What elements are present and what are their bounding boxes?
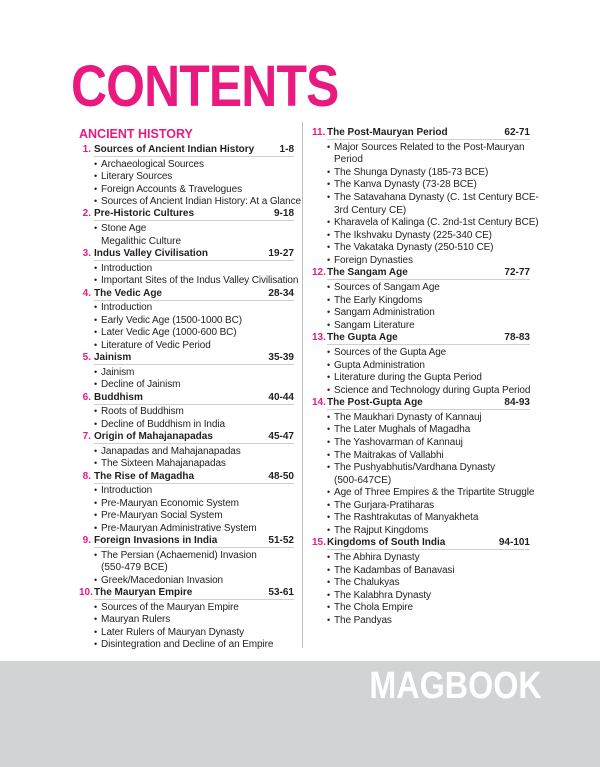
topic-text: The Gurjara-Pratiharas [334,499,435,511]
bullet-icon: • [94,639,98,650]
topic-text: Important Sites of the Indus Valley Civilisation [101,275,299,287]
chapter-pages: 1-8 [279,144,294,155]
bullet-icon: • [94,497,98,508]
chapter-pages: 40-44 [268,391,294,403]
chapter-number: 15. [312,537,326,549]
bullet-icon: • [94,302,98,313]
topic-text: Greek/Macedonian Invasion [101,574,224,586]
topic-text: Archaeological Sources [101,158,204,170]
bullet-icon: • [94,522,98,533]
chapter-pages: 84-93 [504,397,530,409]
bullet-icon: • [327,499,331,510]
topic-text: (550-479 BCE) [101,562,168,574]
chapter-title: Sources of Ancient Indian History [94,144,255,155]
chapter-title: The Rise of Magadha [94,470,195,482]
topic-text: Sources of Sangam Age [334,282,440,293]
bullet-icon: • [94,574,98,585]
topic-text: 3rd Century CE) [334,204,407,216]
chapter-pages: 35-39 [268,352,294,363]
bullet-icon: • [94,510,98,521]
topic-text: Age of Three Empires & the Tripartite Struggle [334,487,535,499]
bullet-icon: • [94,223,98,234]
topic-text: Introduction [101,262,153,274]
chapter-number: 8. [82,470,91,482]
column-divider [302,122,303,648]
bullet-icon: • [94,549,98,560]
bullet-icon: • [94,327,98,338]
topic-text: Stone Age [101,223,147,235]
topic-text: Mauryan Rulers [101,614,171,626]
topic-text: The Pandyas [334,614,392,626]
chapter-title: The Vedic Age [94,287,162,299]
chapter-pages: 45-47 [268,431,294,443]
topic-text: Roots of Buddhism [101,406,184,418]
bullet-icon: • [327,384,331,395]
bullet-icon: • [94,183,98,194]
chapter-title: The Sangam Age [327,267,408,279]
bullet-icon: • [94,171,98,182]
topic-text: Period [334,154,363,166]
bullet-icon: • [327,564,331,575]
chapter-title: Origin of Mahajanapadas [94,431,213,443]
topic-text: The Abhira Dynasty [334,552,420,564]
topic-text: The Maukhari Dynasty of Kannauj [334,411,482,423]
brand-logo: MAGBOOK [369,665,542,707]
bullet-icon: • [327,229,331,240]
chapter-title: The Post-Mauryan Period [327,127,448,138]
bullet-icon: • [327,614,331,625]
topic-text: The Ikshvaku Dynasty (225-340 CE) [334,229,492,241]
chapter-number: 9. [82,535,91,547]
topic-text: Foreign Dynasties [334,254,413,266]
topic-text: Gupta Administration [334,359,425,371]
topic-text: Janapadas and Mahajanapadas [101,445,241,457]
chapter-number: 10. [79,587,93,599]
chapter-pages: 72-77 [504,267,530,279]
bullet-icon: • [327,589,331,600]
chapter-title: Indus Valley Civilisation [94,248,208,259]
chapter-number: 7. [82,431,91,443]
chapter-title: Kingdoms of South India [327,537,446,549]
topic-text: Early Vedic Age (1500-1000 BC) [101,314,242,326]
chapter-number: 3. [82,248,91,259]
chapter-number: 14. [312,397,326,409]
topic-text: Introduction [101,302,153,314]
chapter-number: 4. [82,287,91,299]
topic-text: The Kalabhra Dynasty [334,589,431,601]
bullet-icon: • [94,314,98,325]
chapter-title: The Gupta Age [327,332,398,344]
topic-text: Decline of Buddhism in India [101,418,225,430]
bullet-icon: • [94,445,98,456]
chapter-number: 11. [312,127,326,138]
topic-text: The Persian (Achaemenid) Invasion [101,549,257,561]
bullet-icon: • [94,614,98,625]
topic-text: The Later Mughals of Magadha [334,424,471,436]
bullet-icon: • [94,158,98,169]
bullet-icon: • [327,179,331,190]
topic-text: Jainism [101,366,135,378]
chapter-pages: 53-61 [268,587,294,599]
topic-text: The Chalukyas [334,577,400,589]
bullet-icon: • [327,487,331,498]
topic-text: Sangam Administration [334,307,435,319]
topic-text: Later Vedic Age (1000-600 BC) [101,327,237,339]
bullet-icon: • [94,601,98,612]
topic-text: Sangam Literature [334,319,415,331]
topic-text: Megalithic Culture [101,235,182,247]
topic-text: The Yashovarman of Kannauj [334,437,463,448]
chapter-pages: 78-83 [504,332,530,344]
bullet-icon: • [327,141,331,152]
topic-text: The Kanva Dynasty (73-28 BCE) [334,179,477,191]
bullet-icon: • [327,242,331,253]
topic-text: Literary Sources [101,171,173,183]
bullet-icon: • [327,282,331,292]
chapter-title: The Mauryan Empire [94,587,193,599]
chapter-number: 12. [312,267,326,279]
chapter-pages: 94-101 [498,537,530,549]
topic-text: Kharavela of Kalinga (C. 2nd-1st Century BCE) [334,217,539,229]
bullet-icon: • [327,217,331,228]
topic-text: The Rajput Kingdoms [334,524,429,536]
bullet-icon: • [327,191,331,202]
bullet-icon: • [327,552,331,563]
topic-text: Foreign Accounts & Travelogues [101,183,242,195]
topic-text: Pre-Mauryan Economic System [101,497,239,509]
topic-text: The Chola Empire [334,602,413,614]
bullet-icon: • [327,462,331,473]
bullet-icon: • [327,449,331,460]
bullet-icon: • [94,485,98,496]
topic-text: The Sixteen Mahajanapadas [101,458,226,470]
topic-text: The Vakataka Dynasty (250-510 CE) [334,242,494,254]
chapter-pages: 62-71 [504,127,530,138]
topic-text: The Shunga Dynasty (185-73 BCE) [334,166,489,178]
bullet-icon: • [327,254,331,265]
topic-text: The Satavahana Dynasty (C. 1st Century BCE- [334,191,539,203]
topic-text: Later Rulers of Mauryan Dynasty [101,626,245,638]
topic-text: Sources of the Gupta Age [334,346,447,358]
topic-text: The Maitrakas of Vallabhi [334,449,444,461]
bullet-icon: • [327,437,331,447]
topic-text: Sources of the Mauryan Empire [101,601,239,613]
bullet-icon: • [94,418,98,429]
chapter-title: Foreign Invasions in India [94,535,218,547]
chapter-pages: 28-34 [268,287,294,299]
chapter-title: Jainism [94,352,132,363]
bullet-icon: • [327,411,331,422]
bullet-icon: • [94,379,98,390]
topic-text: Major Sources Related to the Post-Mauryan [334,141,525,153]
topic-text: The Kadambas of Banavasi [334,564,455,576]
bullet-icon: • [327,307,331,318]
topic-text: (500-647CE) [334,474,392,486]
chapter-pages: 48-50 [268,470,294,482]
chapter-title: The Post-Gupta Age [327,397,423,409]
page-title: CONTENTS [71,54,339,119]
topic-text: Literature during the Gupta Period [334,372,482,384]
topic-text: The Pushyabhutis/Vardhana Dynasty [334,462,496,474]
bullet-icon: • [94,275,98,286]
bullet-icon: • [327,602,331,613]
bullet-icon: • [327,372,331,383]
bullet-icon: • [327,512,331,523]
bullet-icon: • [327,577,331,588]
topic-text: Introduction [101,485,153,497]
chapter-pages: 51-52 [268,535,294,547]
bullet-icon: • [94,339,98,350]
chapter-pages: 19-27 [268,248,294,259]
topic-text: Pre-Mauryan Administrative System [101,522,257,534]
bullet-icon: • [94,458,98,469]
topic-text: Literature of Vedic Period [101,339,211,351]
chapter-number: 5. [82,352,91,363]
bullet-icon: • [327,319,331,330]
bullet-icon: • [94,626,98,637]
bullet-icon: • [327,359,331,370]
chapter-title: Buddhism [94,391,143,403]
bullet-icon: • [94,366,98,377]
bullet-icon: • [327,524,331,535]
section-heading: ANCIENT HISTORY [79,127,193,141]
bullet-icon: • [94,262,98,273]
chapter-pages: 9-18 [273,208,294,220]
chapter-number: 6. [82,391,91,403]
bullet-icon: • [327,346,331,357]
bullet-icon: • [94,196,98,206]
bullet-icon: • [327,294,331,305]
topic-text: Sources of Ancient Indian History: At a Glance [101,196,301,207]
chapter-number: 13. [312,332,326,344]
topic-text: The Rashtrakutas of Manyakheta [334,512,479,524]
topic-text: Science and Technology during Gupta Period [334,384,531,396]
bullet-icon: • [327,166,331,177]
chapter-number: 1. [82,144,91,155]
topic-text: Disintegration and Decline of an Empire [101,639,274,651]
chapter-title: Pre-Historic Cultures [94,208,195,220]
topic-text: Pre-Mauryan Social System [101,510,223,522]
chapter-number: 2. [82,208,91,220]
bullet-icon: • [327,424,331,435]
topic-text: Decline of Jainism [101,379,181,391]
bullet-icon: • [94,406,98,417]
topic-text: The Early Kingdoms [334,294,423,306]
